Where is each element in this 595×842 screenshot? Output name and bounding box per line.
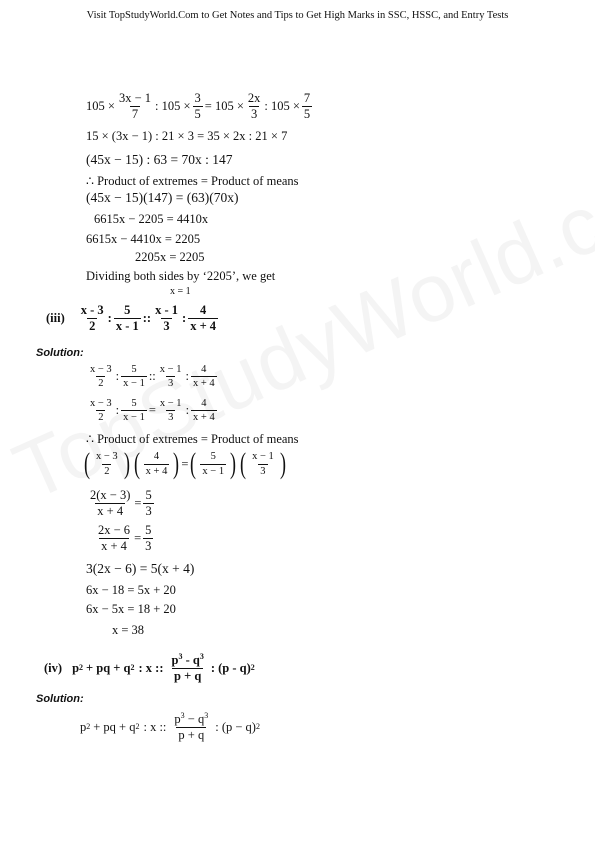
fraction <box>143 489 153 518</box>
fraction <box>143 524 153 553</box>
eq-line-iii-8: 6x − 18 = 5x + 20 <box>86 583 176 597</box>
numerator <box>172 712 210 727</box>
denominator: x + 4 <box>97 504 124 519</box>
numerator: x - 3 <box>80 303 104 317</box>
term: : x :: <box>138 660 164 675</box>
fraction <box>302 92 312 121</box>
term: - q <box>182 653 200 668</box>
solution-label: Solution: <box>36 347 84 359</box>
ratio-sign: : <box>185 369 189 384</box>
denominator: x + 4 <box>101 539 127 554</box>
eq-line-iii-2 <box>86 398 219 423</box>
denominator: 3 <box>145 504 152 519</box>
term: p <box>72 660 80 675</box>
denominator: 5 <box>303 107 311 122</box>
denominator: 2 <box>89 319 96 334</box>
term: − q <box>184 712 205 727</box>
fraction <box>193 92 203 121</box>
question-number: (iv) <box>44 660 63 675</box>
eq-line-iii-7: 3(2x − 6) = 5(x + 4) <box>86 561 195 576</box>
exponent: 3 <box>180 711 185 720</box>
eq-line-9: Dividing both sides by ‘2205’, we get <box>86 269 276 283</box>
denominator: 3 <box>167 378 174 390</box>
exponent: 2 <box>250 663 255 673</box>
ratio-sign: : <box>185 403 190 418</box>
parenthesized-fraction: ( $\frac{5}{x - 1}$ ) <box>190 447 237 480</box>
exponent: 3 <box>199 652 204 661</box>
eq-line-5: (45x − 15)(147) = (63)(70x) <box>86 190 239 205</box>
numerator: 4 <box>153 451 160 463</box>
term: + pq + q <box>86 660 131 675</box>
term: : (p − q) <box>215 719 256 734</box>
denominator: 2 <box>98 412 104 424</box>
fraction <box>153 304 180 333</box>
eq-line-4: ∴ Product of extremes = Product of means <box>86 174 299 188</box>
term: : x :: <box>143 719 167 734</box>
ratio-sign: : <box>115 369 120 384</box>
eq-line-6: 6615x − 2205 = 4410x <box>94 212 209 226</box>
denominator: x − 1 <box>123 412 145 424</box>
numerator: 2x <box>247 91 261 105</box>
term: p <box>80 719 87 734</box>
exponent: 2 <box>79 663 84 673</box>
ratio-sign: : <box>115 403 120 418</box>
eq-line-iii-6 <box>94 524 155 553</box>
denominator: 5 <box>194 107 201 122</box>
numerator: 5 <box>210 451 216 463</box>
denominator: p + q <box>174 669 202 684</box>
eq-line-8: 2205x = 2205 <box>135 250 205 264</box>
numerator: 5 <box>124 303 131 317</box>
eq-text: = 105 × <box>204 99 244 114</box>
proportion-sign: :: <box>148 369 156 384</box>
proportion-sign: :: <box>142 311 152 326</box>
parenthesized-fraction: ( $\frac{x - 3}{2}$ ) <box>84 447 130 480</box>
numerator: x − 1 <box>159 364 182 375</box>
fraction <box>250 451 276 476</box>
denominator: 2 <box>98 378 104 390</box>
fraction <box>144 451 170 476</box>
equals-sign: = <box>181 456 189 471</box>
fraction <box>121 398 147 423</box>
exponent: 2 <box>255 722 260 732</box>
numerator: 7 <box>303 91 311 105</box>
eq-line-iii-10: x = 38 <box>112 623 145 637</box>
denominator: 2 <box>104 465 110 477</box>
fraction <box>79 304 106 333</box>
eq-text: : 105 × <box>264 99 300 114</box>
denominator: x + 4 <box>190 319 217 334</box>
term: p <box>171 653 179 668</box>
denominator: 3 <box>251 107 258 122</box>
fraction <box>158 364 184 389</box>
eq-line-10: x = 1 <box>170 286 191 297</box>
exponent: 3 <box>204 711 209 720</box>
eq-line-iii-9: 6x − 5x = 18 + 20 <box>86 602 176 616</box>
fraction <box>158 398 184 423</box>
numerator <box>170 653 206 668</box>
eq-line-iii-3: ∴ Product of extremes = Product of means <box>86 432 299 446</box>
eq-line-iii-5 <box>86 489 156 518</box>
numerator: x − 1 <box>159 398 182 409</box>
eq-line-iii-1 <box>86 364 219 389</box>
fraction <box>191 364 217 389</box>
equals-sign: = <box>134 531 142 546</box>
fraction <box>121 364 147 389</box>
eq-line-2: 15 × (3x − 1) : 21 × 3 = 35 × 2x : 21 × 7 <box>86 129 288 143</box>
denominator: 3 <box>168 412 174 424</box>
question-iii <box>46 304 220 333</box>
equals-sign: = <box>148 403 156 418</box>
numerator: 4 <box>200 303 207 317</box>
numerator: 5 <box>131 398 137 409</box>
parenthesized-fraction: ( $\frac{x - 1}{3}$ ) <box>240 447 286 480</box>
eq-line-1 <box>86 92 314 121</box>
ratio-sign: : <box>182 311 187 326</box>
eq-line-3: (45x − 15) : 63 = 70x : 147 <box>86 152 233 167</box>
exponent: 3 <box>178 652 183 661</box>
fraction <box>94 451 120 476</box>
denominator: x − 1 <box>123 378 145 390</box>
fraction <box>88 489 132 518</box>
exponent: 2 <box>135 722 140 732</box>
numerator: x - 1 <box>155 303 179 317</box>
term: : (p - q) <box>210 660 251 675</box>
numerator: x − 1 <box>252 451 274 463</box>
eq-line-iv-1 <box>80 712 260 742</box>
fraction <box>96 524 132 553</box>
denominator: x + 4 <box>193 412 215 424</box>
denominator: x − 1 <box>202 465 225 477</box>
fraction <box>246 92 263 121</box>
numerator: 5 <box>131 364 137 375</box>
fraction <box>170 653 206 683</box>
denominator: 3 <box>145 539 152 554</box>
denominator: 7 <box>131 107 139 122</box>
eq-line-7: 6615x − 4410x = 2205 <box>86 232 201 246</box>
exponent: 2 <box>86 722 91 732</box>
numerator: x − 3 <box>96 451 118 463</box>
equals-sign: = <box>134 496 142 511</box>
denominator: x + 4 <box>145 465 168 477</box>
eq-text: 105 × <box>86 99 115 114</box>
fraction <box>88 398 114 423</box>
numerator: 2x − 6 <box>98 523 131 537</box>
numerator: x − 3 <box>90 364 112 375</box>
fraction <box>200 451 226 476</box>
question-number: (iii) <box>46 311 65 326</box>
numerator: 5 <box>145 523 152 537</box>
numerator: 3x − 1 <box>118 91 151 105</box>
fraction <box>188 304 218 333</box>
fraction <box>172 712 210 742</box>
numerator: 3 <box>194 91 201 105</box>
ratio-sign: : <box>107 311 112 326</box>
numerator: 4 <box>201 398 207 409</box>
numerator: 4 <box>201 364 207 375</box>
denominator: x + 4 <box>192 378 215 390</box>
numerator: 2(x − 3) <box>90 488 131 502</box>
parenthesized-fraction: ( $\frac{4}{x + 4}$ ) <box>133 447 180 480</box>
exponent: 2 <box>130 663 135 673</box>
eq-line-iii-4 <box>82 449 288 479</box>
fraction <box>88 364 114 389</box>
eq-text: : 105 × <box>155 99 191 114</box>
term: + pq + q <box>93 719 136 734</box>
question-iv <box>44 653 255 683</box>
numerator: 5 <box>145 488 152 502</box>
page-header: Visit TopStudyWorld.Com to Get Notes and Tips to Get High Marks in SSC, HSSC, and Entry Tests <box>86 10 509 21</box>
fraction <box>117 92 153 121</box>
solution-label: Solution: <box>36 693 84 705</box>
denominator: 3 <box>260 465 266 477</box>
fraction <box>114 304 141 333</box>
denominator: x - 1 <box>115 319 139 334</box>
denominator: 3 <box>163 319 170 334</box>
denominator: p + q <box>178 728 205 743</box>
fraction <box>191 398 217 423</box>
term: p <box>174 712 181 727</box>
numerator: x − 3 <box>90 398 112 409</box>
